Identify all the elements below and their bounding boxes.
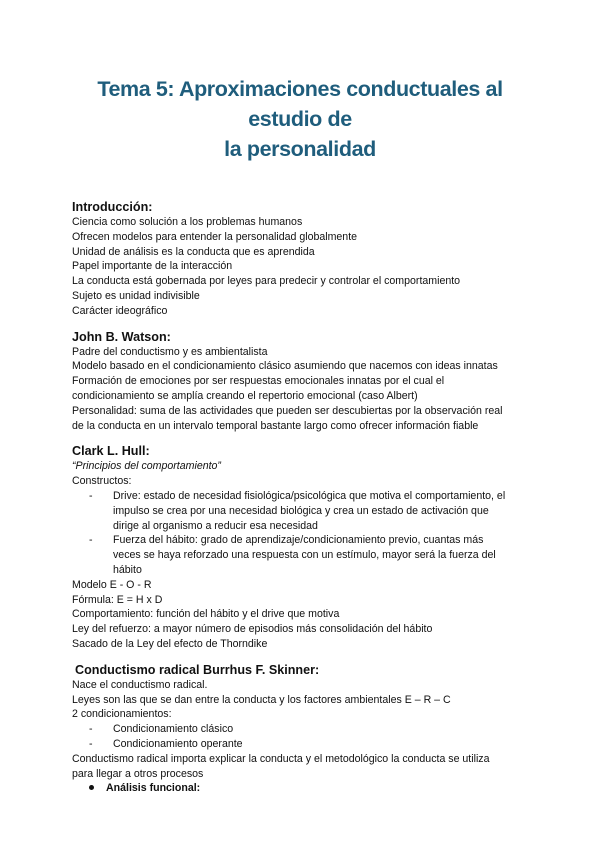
list-item-line: dirige al organismo a reducir esa necesidad [113,519,318,532]
skinner-line: Leyes son las que se dan entre la conducta y los factores ambientales E – R – C [72,693,451,706]
conditionings-list [72,722,528,752]
hull-book-title: “Principios del comportamiento” [72,460,221,473]
list-item-line: Condicionamiento operante [113,737,243,750]
list-item-line: Fuerza del hábito: grado de aprendizaje/condicionamiento previo, cuantas más [113,534,484,547]
bullet-dot-icon [89,785,94,790]
intro-line: Carácter ideográfico [72,304,168,317]
dash-marker: - [89,723,93,736]
section-hull [72,444,528,651]
watson-line: Personalidad: suma de las actividades que pueden ser descubiertas por la observación real [72,404,503,417]
hull-line: Sacado de la Ley del efecto de Thorndike [72,637,268,650]
dash-marker: - [89,737,93,750]
hull-line: Comportamiento: función del hábito y el drive que motiva [72,608,340,621]
list-item-line: hábito [113,563,142,576]
section-heading-hull: Clark L. Hull: [72,444,150,459]
watson-line: Padre del conductismo y es ambientalista [72,345,268,358]
list-item-line: Drive: estado de necesidad fisiológica/psicológica que motiva el comportamiento, el [113,489,506,502]
list-item [89,489,528,533]
title-line-1: Tema 5: Aproximaciones conductuales al estudio de [97,77,503,131]
list-item [89,737,528,752]
section-watson [72,330,528,434]
hull-line: Fórmula: E = H x D [72,593,163,606]
list-item-line: veces se haya reforzado una respuesta con un estímulo, mayor será la fuerza del [113,549,496,562]
title-line-2: la personalidad [224,137,376,161]
hull-line: Modelo E - O - R [72,578,152,591]
constructs-list [72,489,528,578]
page-title [72,0,528,164]
skinner-line: Conductismo radical importa explicar la conducta y el metodológico la conducta se utiliza [72,752,490,765]
watson-line: de la conducta en un intervalo temporal bastante largo como ofrecer información fiable [72,419,479,432]
intro-line: Ciencia como solución a los problemas humanos [72,216,303,228]
intro-line: La conducta está gobernada por leyes para predecir y controlar el comportamiento [72,275,461,288]
section-introduccion [72,200,528,319]
list-item [89,722,528,737]
section-heading-watson: John B. Watson: [72,329,171,344]
intro-line: Unidad de análisis es la conducta que es aprendida [72,245,315,258]
bullet-item-analisis-funcional [72,781,528,796]
watson-line: Formación de emociones por ser respuestas emocionales innatas por el cual el [72,375,445,388]
skinner-line: para llegar a otros procesos [72,767,204,780]
hull-line: Ley del refuerzo: a mayor número de episodios más consolidación del hábito [72,623,433,636]
intro-line: Sujeto es unidad indivisible [72,289,200,302]
list-item [89,533,528,577]
intro-line: Ofrecen modelos para entender la personalidad globalmente [72,230,358,243]
section-skinner [72,663,528,796]
skinner-line: 2 condicionamientos: [72,708,172,721]
bullet-item-label: Análisis funcional: [106,782,201,795]
list-item-line: Condicionamiento clásico [113,723,234,736]
watson-line: condicionamiento se amplía creando el repertorio emocional (caso Albert) [72,389,418,402]
intro-line: Papel importante de la interacción [72,260,233,273]
section-heading-skinner: Conductismo radical Burrhus F. Skinner: [75,662,320,677]
watson-line: Modelo basado en el condicionamiento clásico asumiendo que nacemos con ideas innatas [72,360,498,373]
skinner-line: Nace el conductismo radical. [72,678,208,691]
list-item-line: impulso se crea por una necesidad biológica y crea un estado de activación que [113,504,489,517]
dash-marker: - [89,534,93,547]
constructs-label: Constructos: [72,475,132,488]
section-heading-introduccion: Introducción: [72,200,153,214]
dash-marker: - [89,489,93,502]
